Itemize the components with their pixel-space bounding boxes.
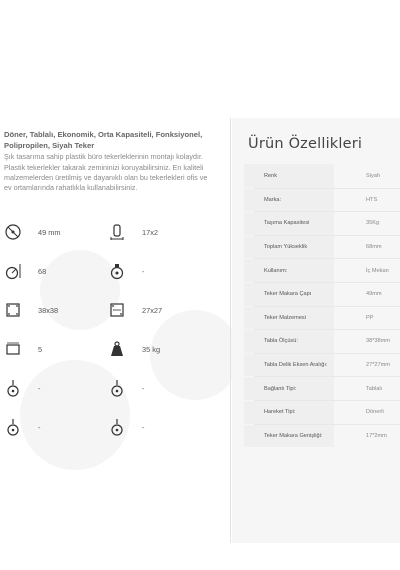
spec-value: - — [142, 422, 145, 432]
spec-cell — [4, 257, 114, 285]
property-value: Siyah — [366, 172, 380, 179]
properties-table — [254, 164, 400, 447]
property-value: Tablalı — [366, 385, 383, 392]
product-title: Döner, Tablalı, Ekonomik, Orta Kapasiteli, Fonksiyonel, Polipropilen, Siyah Teker — [4, 130, 203, 150]
spec-value: 38x38 — [38, 305, 59, 315]
property-value: 68mm — [366, 244, 382, 251]
property-key: Toplam Yükseklik — [264, 244, 308, 251]
table-row — [254, 258, 400, 282]
property-value: İç Mekan — [366, 267, 389, 274]
wheel-diameter-icon — [4, 223, 22, 241]
property-key: Marka: — [264, 196, 282, 203]
spec-value: 49 mm — [38, 227, 61, 237]
spec-value: - — [142, 266, 145, 276]
spec-cell — [108, 218, 218, 246]
table-row — [254, 211, 400, 235]
spec-cell — [4, 335, 114, 363]
property-key: Taşıma Kapasitesi — [264, 220, 310, 227]
spec-icon-grid — [0, 218, 215, 452]
spec-cell — [108, 257, 218, 285]
spec-value: 35 kg — [142, 344, 161, 354]
wheel-width-icon — [108, 223, 126, 241]
table-row — [254, 400, 400, 424]
spec-cell — [108, 413, 218, 441]
spec-row — [0, 335, 215, 374]
property-key: Teker Makara Genişliği: — [264, 432, 323, 439]
hole-spacing-icon — [108, 301, 126, 319]
spec-cell — [4, 374, 114, 402]
property-value: 49mm — [366, 291, 382, 298]
property-key: Kullanım: — [264, 267, 288, 274]
caster-icon — [4, 379, 22, 397]
spec-cell — [4, 218, 114, 246]
product-info — [0, 130, 220, 194]
spec-value: 17x2 — [142, 227, 159, 237]
spec-row — [0, 218, 215, 257]
table-row — [254, 376, 400, 400]
spec-cell — [108, 296, 218, 324]
property-value: 27*27mm — [366, 362, 390, 369]
table-row — [254, 235, 400, 259]
property-key: Teker Makara Çapı — [264, 291, 312, 298]
table-row — [254, 282, 400, 306]
spec-cell — [4, 413, 114, 441]
caster-icon — [4, 418, 22, 436]
property-key: Tabla Delik Eksen Aralığı: — [264, 362, 328, 369]
spec-row — [0, 257, 215, 296]
property-value: Dönerli — [366, 409, 384, 416]
spec-row — [0, 296, 215, 335]
spec-value: 27x27 — [142, 305, 163, 315]
spec-value: 5 — [38, 344, 43, 354]
spec-row — [0, 413, 215, 452]
table-row — [254, 353, 400, 377]
property-key: Hareket Tipi: — [264, 409, 296, 416]
spec-value: - — [38, 422, 41, 432]
plate-icon — [4, 340, 22, 358]
table-row — [254, 188, 400, 212]
weight-icon — [108, 340, 126, 358]
table-row — [254, 329, 400, 353]
spec-row — [0, 374, 215, 413]
brake-icon — [108, 262, 126, 280]
spec-cell — [4, 296, 114, 324]
spec-value: 68 — [38, 266, 47, 276]
spec-value: - — [38, 383, 41, 393]
spec-cell — [108, 335, 218, 363]
table-row — [254, 424, 400, 448]
table-row — [254, 164, 400, 188]
table-row — [254, 306, 400, 330]
plate-size-icon — [4, 301, 22, 319]
spec-value: - — [142, 383, 145, 393]
properties-heading: Ürün Özellikleri — [248, 136, 363, 152]
property-value: 35Kg — [366, 220, 380, 227]
property-key: Renk — [264, 172, 278, 179]
spec-cell — [108, 374, 218, 402]
caster-icon — [108, 379, 126, 397]
property-value: PP — [366, 314, 374, 321]
property-value: 17*2mm — [366, 432, 387, 439]
property-key: Teker Malzemesi — [264, 314, 306, 321]
product-description: Şık tasarıma sahip plastik büro tekerleklerinin montajı kolaydır. Plastik tekerlekler takarak zemininizi koruyabilirsiniz. En kaliteli malzemelerden üretilmiş ve dayanıklı olan bu tekerlekleri ofis ve ev ortamlarında rahatlıkla kullanabilirsiniz. — [4, 152, 208, 193]
height-icon — [4, 262, 22, 280]
property-key: Bağlantı Tipi: — [264, 385, 297, 392]
caster-icon — [108, 418, 126, 436]
property-key: Tabla Ölçüsü: — [264, 338, 298, 345]
property-value: HTS — [366, 196, 378, 203]
divider — [230, 118, 231, 543]
property-value: 38*38mm — [366, 338, 390, 345]
